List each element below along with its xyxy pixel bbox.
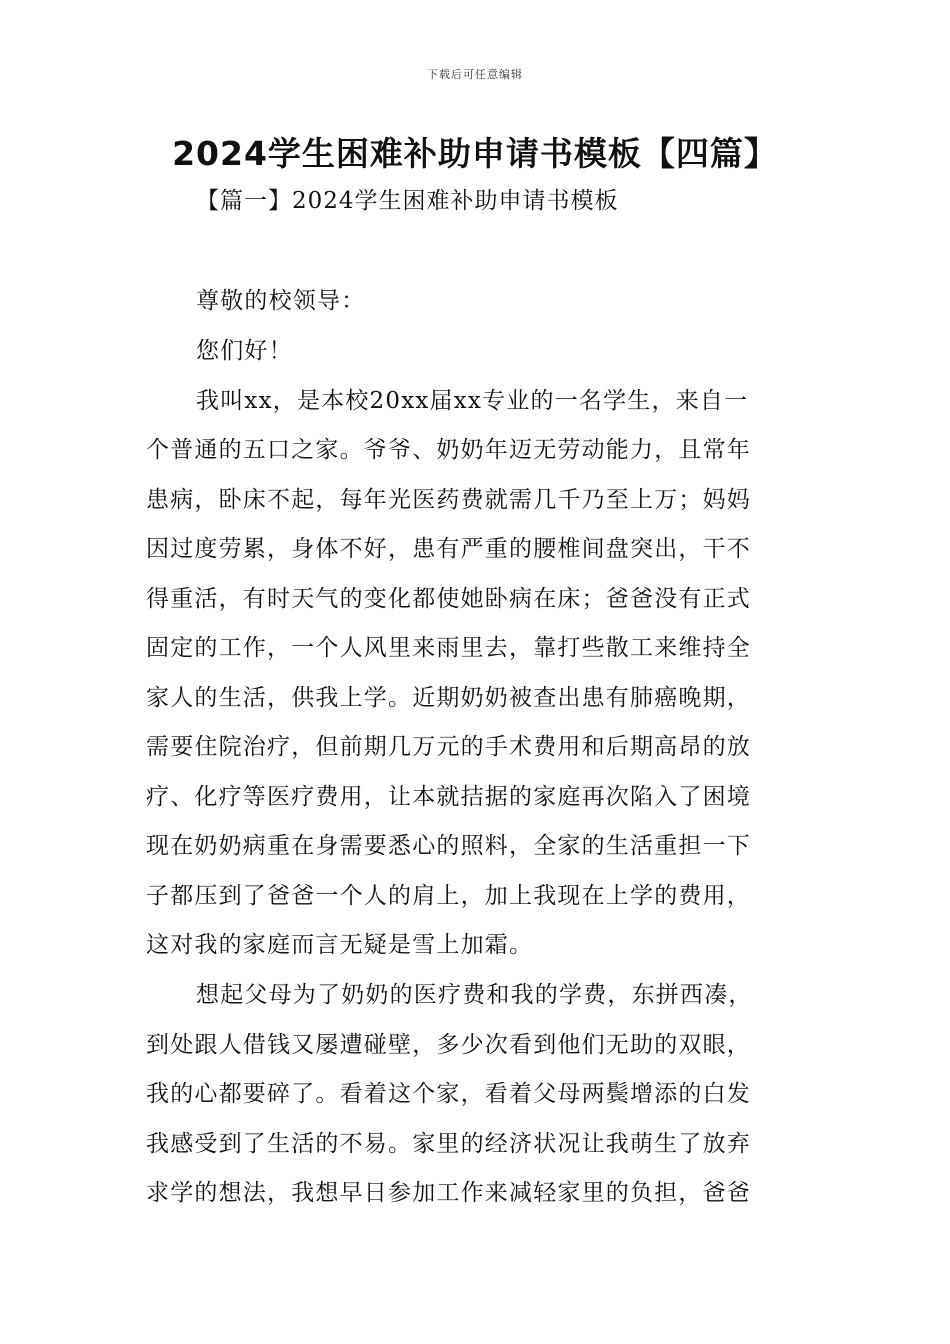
paragraph-line: 我叫xx，是本校20xx届xx专业的一名学生，来自一 — [196, 388, 749, 414]
paragraph-line: 因过度劳累，身体不好，患有严重的腰椎间盘突出，干不 — [146, 536, 751, 562]
section-subtitle: 【篇一】2024学生困难补助申请书模板 — [196, 188, 619, 214]
paragraph-line: 这对我的家庭而言无疑是雪上加霜。 — [146, 932, 534, 958]
paragraph-line: 得重活，有时天气的变化都使她卧病在床；爸爸没有正式 — [146, 586, 751, 612]
paragraph-line: 我的心都要碎了。看着这个家，看着父母两鬓增添的白发 — [146, 1081, 751, 1107]
paragraph-line: 子都压到了爸爸一个人的肩上，加上我现在上学的费用， — [146, 883, 751, 909]
page-title: 2024学生困难补助申请书模板【四篇】 — [172, 134, 778, 173]
paragraph-line: 个普通的五口之家。爷爷、奶奶年迈无劳动能力，且常年 — [146, 437, 751, 463]
greeting: 您们好！ — [196, 338, 293, 364]
paragraph-line: 到处跟人借钱又屡遭碰壁，多少次看到他们无助的双眼， — [146, 1032, 751, 1058]
paragraph-line: 固定的工作，一个人风里来雨里去，靠打些散工来维持全 — [146, 635, 751, 661]
header-note: 下载后可任意编辑 — [427, 68, 523, 81]
paragraph-line: 需要住院治疗，但前期几万元的手术费用和后期高昂的放 — [146, 734, 751, 760]
paragraph-line: 想起父母为了奶奶的医疗费和我的学费，东拼西凑， — [196, 982, 753, 1008]
paragraph-line: 我感受到了生活的不易。家里的经济状况让我萌生了放弃 — [146, 1131, 751, 1157]
salutation: 尊敬的校领导： — [196, 288, 366, 314]
paragraph-line: 疗、化疗等医疗费用，让本就拮据的家庭再次陷入了困境 — [146, 784, 751, 810]
paragraph-line: 家人的生活，供我上学。近期奶奶被查出患有肺癌晚期， — [146, 685, 751, 711]
paragraph-line: 求学的想法，我想早日参加工作来减轻家里的负担，爸爸 — [146, 1180, 751, 1206]
paragraph-line: 现在奶奶病重在身需要悉心的照料，全家的生活重担一下 — [146, 833, 751, 859]
paragraph-line: 患病，卧床不起，每年光医药费就需几千乃至上万；妈妈 — [146, 487, 751, 513]
